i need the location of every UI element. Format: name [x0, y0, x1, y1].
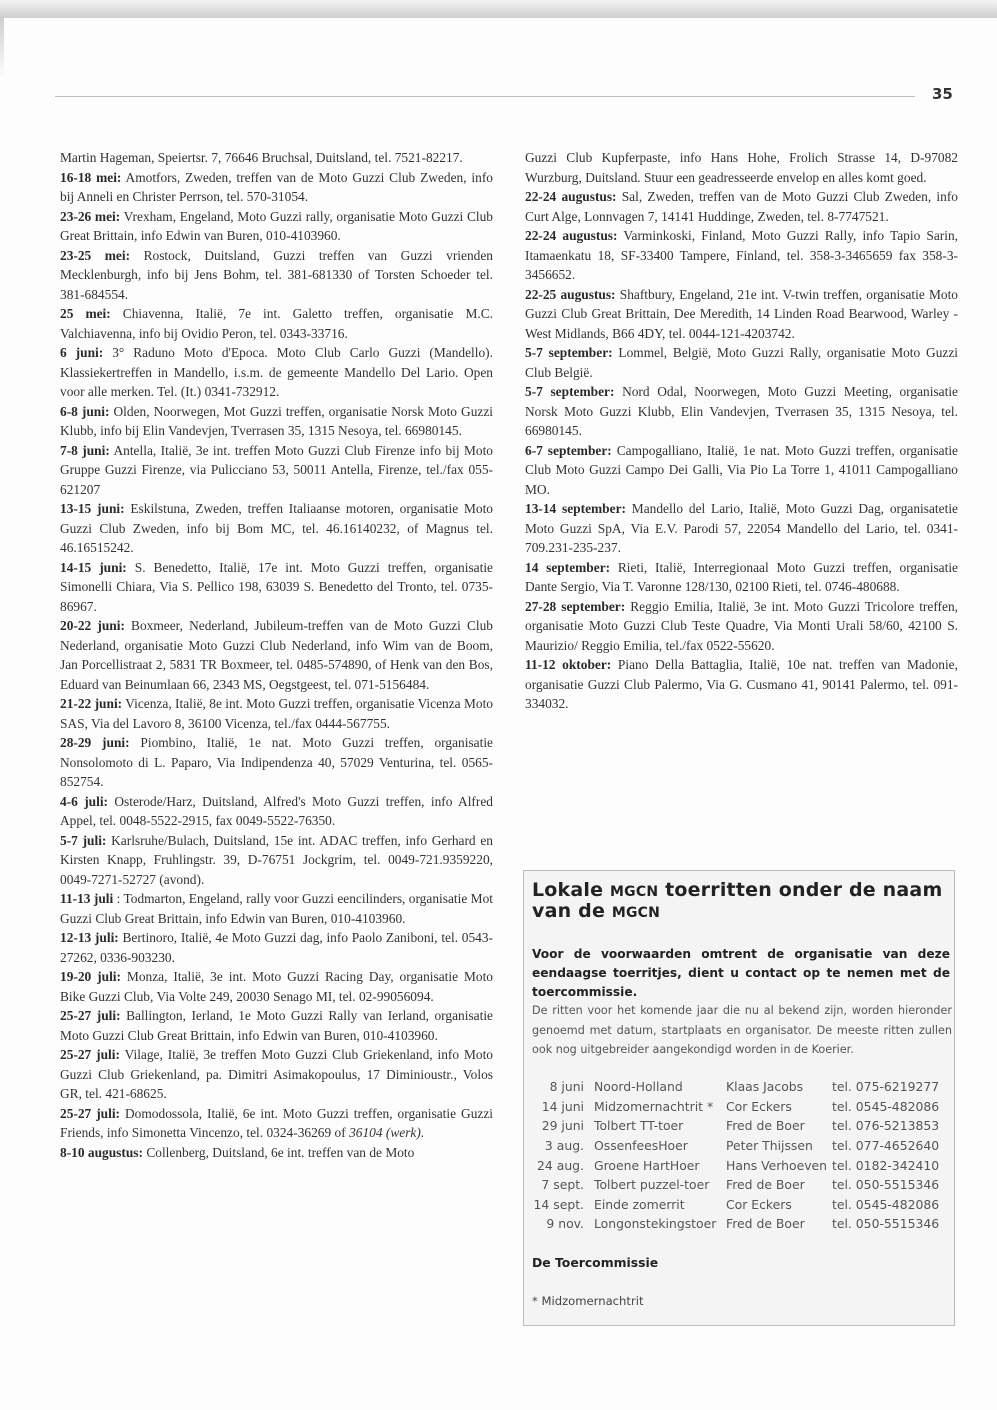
- ride-row: [532, 1175, 952, 1195]
- event-text: Chiavenna, Italië, 7e int. Galetto treffen, organisatie M.C. Valchiavenna, info bij Ovidio Peron, tel. 0343-33716.: [60, 306, 493, 341]
- event-entry: [60, 304, 493, 343]
- event-date: 11-12 oktober:: [525, 657, 612, 672]
- event-date: 6-7 september:: [525, 442, 612, 458]
- event-entry: [60, 694, 493, 733]
- ride-date: 29 juni: [541, 1118, 584, 1134]
- ride-phone: tel. 076-5213853: [832, 1118, 940, 1134]
- event-text: Karlsruhe/Bulach, Duitsland, 15e int. ADAC treffen, info Gerhard en Kirsten Knapp, Fruhlingstr. 39, D-76751 Jockgrim, tel. 0049-721.9359220, 0049-7271-52727 (avond).: [60, 832, 493, 887]
- ride-date: 14 sept.: [533, 1196, 584, 1212]
- event-date: 23-25 mei:: [60, 247, 131, 263]
- event-entry: [525, 441, 958, 500]
- event-date: 6-8 juni:: [60, 403, 110, 419]
- event-date: 14 september:: [525, 559, 611, 575]
- event-entry: [60, 441, 493, 500]
- event-text: Nord Odal, Noorwegen, Moto Guzzi Meeting, organisatie Norsk Moto Guzzi Klubb, Elin Vandevjen, Tverrasen 35, 1315 Nesoya, tel. 66980145.: [525, 384, 958, 438]
- ride-date: 14 juni: [541, 1098, 584, 1114]
- left-column: [60, 148, 493, 1162]
- ride-organizer: Hans Verhoeven: [726, 1157, 828, 1173]
- ride-place: Einde zomerrit: [594, 1196, 685, 1212]
- scan-edge-top: [0, 0, 997, 18]
- event-entry: [60, 733, 493, 792]
- event-entry: [525, 343, 958, 382]
- event-date: 5-7 september:: [525, 384, 615, 399]
- ride-organizer: Klaas Jacobs: [726, 1079, 804, 1095]
- ride-phone: tel. 0545-482086: [832, 1196, 940, 1212]
- header-rule: [55, 96, 915, 97]
- event-text: S. Benedetto, Italië, 17e int. Moto Guzzi treffen, organisatie Simonelli Chiara, Via S. Pellico 198, 63039 S. Benedetto del Tronto, tel. 0735-86967.: [60, 559, 493, 614]
- ride-phone: tel. 0545-482086: [832, 1098, 940, 1114]
- event-text: Piano Della Battaglia, Italië, 10e nat. treffen van Madonie, organisatie Guzzi Club Palermo, Via G. Cusmano 41, 90141 Palermo, tel. 091-334032.: [525, 657, 958, 711]
- event-text: Osterode/Harz, Duitsland, Alfred's Moto Guzzi treffen, info Alfred Appel, tel. 0048-5522-2915, fax 0049-5522-76350.: [60, 793, 493, 828]
- signature: De Toercommissie: [532, 1255, 659, 1270]
- box-intro: De ritten voor het komende jaar die nu al bekend zijn, worden hieronder genoemd met datum, startplaats en organisator. De meeste ritten zullen ook nog uitgebreider aangekondigd worden in de Koerier.: [532, 1004, 952, 1056]
- event-date: 12-13 juli:: [60, 930, 119, 945]
- scan-edge-left: [0, 18, 4, 78]
- event-date: 16-18 mei:: [60, 169, 122, 185]
- footnote: * Midzomernachtrit: [532, 1294, 644, 1308]
- event-entry: [60, 168, 493, 207]
- rides-table: [532, 1077, 952, 1234]
- event-date: 23-26 mei:: [60, 208, 121, 224]
- event-date: 22-24 augustus:: [525, 228, 618, 243]
- event-text: Mandello del Lario, Italië, Moto Guzzi Dag, organisatetie Moto Guzzi SpA, Via E.V. Parodi 57, 22054 Mandello del Lario, tel. 0341-709.231-235-237.: [525, 501, 958, 555]
- event-text: Boxmeer, Nederland, Jubileum-treffen van de Moto Guzzi Club Nederland, organisatie Moto Guzzi Club Nederland, info Wim van de Boom, Jan Porcellistraat 2, 5831 TR Boxmeer, tel. 0485-574890, of Henk van den Bos, Eduard van Beinumlaan 66, 2343 MS, Oegstgeest, tel. 071-5156484.: [60, 618, 493, 692]
- event-date: 21-22 juni:: [60, 696, 123, 711]
- ride-row: [532, 1116, 952, 1136]
- event-entry: [60, 831, 493, 890]
- ride-row: [532, 1097, 952, 1117]
- event-date: 19-20 juli:: [60, 969, 121, 984]
- event-date: 14-15 juni:: [60, 559, 127, 575]
- event-text: Rostock, Duitsland, Guzzi treffen van Guzzi vrienden Mecklenburgh, info bij Jens Bohm, tel. 381-681330 of Torsten Schoeder tel. 381-684554.: [60, 247, 493, 302]
- event-date: 4-6 juli:: [60, 793, 108, 809]
- event-entry: [525, 187, 958, 226]
- right-column: [525, 148, 958, 714]
- event-date: 6 juni:: [60, 345, 104, 360]
- ride-date: 9 nov.: [546, 1216, 584, 1232]
- event-text: Sal, Zweden, treffen van de Moto Guzzi Club Zweden, info Curt Alge, Lonnvagen 7, 14141 Huddinge, Zweden, tel. 8-7747521.: [525, 189, 958, 224]
- ride-place: Tolbert puzzel-toer: [594, 1177, 710, 1193]
- event-entry: [60, 792, 493, 831]
- event-date: 28-29 juni:: [60, 735, 130, 750]
- ride-place: Tolbert TT-toer: [594, 1118, 684, 1134]
- event-entry: [60, 343, 493, 402]
- event-date: 5-7 september:: [525, 345, 613, 360]
- event-text: Monza, Italië, 3e int. Moto Guzzi Racing Day, organisatie Moto Bike Guzzi Club, Via Volte 249, 20030 Senago MI, tel. 02-99056094.: [60, 969, 493, 1004]
- event-date: 7-8 juni:: [60, 442, 110, 458]
- ride-date: 3 aug.: [544, 1138, 584, 1154]
- event-date: 11-13 juli: [60, 891, 114, 906]
- ride-date: 7 sept.: [541, 1177, 584, 1193]
- event-date: 25-27 juli:: [60, 1008, 121, 1023]
- event-text: Eskilstuna, Zweden, treffen Italiaanse motoren, organisatie Moto Guzzi Club Zweden, info bij Bom MC, tel. 46.16140232, of Magnus tel. 46.16515242.: [60, 501, 493, 555]
- event-date: 13-15 juni:: [60, 501, 125, 516]
- event-entry: [60, 402, 493, 441]
- event-entry: [60, 246, 493, 305]
- event-entry: [60, 1104, 493, 1143]
- event-date: 25-27 juli:: [60, 1047, 120, 1062]
- event-date: 22-24 augustus:: [525, 189, 617, 204]
- event-text: Shaftbury, Engeland, 21e int. V-twin treffen, organisatie Moto Guzzi Club Great Brittain, Dee Meredith, 14 Linden Road Bearwood, Warley - West Midlands, B66 4DY, tel. 0044-121-4203742.: [525, 286, 958, 341]
- event-text: Domodossola, Italië, 6e int. Moto Guzzi treffen, organisatie Guzzi Friends, info Simonetta Vincenzo, tel. 0324-36269 of: [60, 1105, 493, 1140]
- ride-organizer: Cor Eckers: [726, 1196, 792, 1212]
- event-text: Bertinoro, Italië, 4e Moto Guzzi dag, info Paolo Zaniboni, tel. 0543-27262, 0336-903230.: [60, 930, 493, 965]
- event-entry: [60, 1045, 493, 1104]
- event-date: 27-28 september:: [525, 598, 626, 614]
- ride-place: Noord-Holland: [594, 1079, 683, 1095]
- event-date: 25 mei:: [60, 306, 111, 321]
- ride-phone: tel. 075-6219277: [832, 1079, 940, 1095]
- event-text: Campogalliano, Italië, 1e nat. Moto Guzzi treffen, organisatie Club Moto Guzzi Campo Dei Galli, Via Pio La Torre 1, 41011 Campogalliano MO.: [525, 442, 959, 497]
- event-date: 22-25 augustus:: [525, 286, 616, 302]
- event-text: Guzzi Club Kupferpaste, info Hans Hohe, Frolich Strasse 14, D-97082 Wurzburg, Duitsland. Stuur een geadresseerde envelop en alles komt goed.: [525, 150, 958, 185]
- event-entry: [60, 616, 493, 694]
- ride-phone: tel. 050-5515346: [832, 1216, 940, 1232]
- event-entry: [60, 558, 493, 617]
- event-text: Rieti, Italië, Interregionaal Moto Guzzi treffen, organisatie Dante Sergio, Via T. Varonne 128/130, 02100 Rieti, tel. 0746-480688.: [525, 559, 958, 594]
- event-text: : Todmarton, Engeland, rally voor Guzzi eencilinders, organisatie Mot Guzzi Club Great Brittain, info Edwin van Buren, 010-4103960.: [60, 891, 493, 926]
- event-entry: [525, 382, 958, 441]
- event-entry: [525, 226, 958, 285]
- event-text: Piombino, Italië, 1e nat. Moto Guzzi treffen, organisatie Nonsolomoto di L. Paparo, Via Indipendenza 40, 57029 Venturina, tel. 0565-852754.: [60, 735, 493, 789]
- event-entry: [60, 928, 493, 967]
- event-entry: [60, 148, 493, 168]
- event-text: Varminkoski, Finland, Moto Guzzi Rally, info Tapio Sarin, Itamaenkatu 18, SF-33400 Tampere, Finland, tel. 358-3-3465659 fax 358-3-3456652.: [525, 228, 959, 282]
- event-text: Olden, Noorwegen, Mot Guzzi treffen, organisatie Norsk Moto Guzzi Klubb, info bij Elin Vandevjen, Tverrasen 35, 1315 Nesoya, tel. 66980145.: [60, 403, 493, 438]
- event-entry: [525, 558, 958, 597]
- ride-organizer: Peter Thijssen: [726, 1138, 813, 1154]
- event-text: Collenberg, Duitsland, 6e int. treffen van de Moto: [146, 1144, 415, 1160]
- ride-row: [532, 1077, 952, 1097]
- ride-organizer: Fred de Boer: [726, 1118, 805, 1134]
- ride-date: 24 aug.: [537, 1157, 584, 1173]
- box-title: Lokale MGCN toerritten onder de naam van de MGCN: [532, 879, 943, 922]
- event-entry: [60, 1143, 493, 1163]
- ride-date: 8 juni: [549, 1079, 584, 1095]
- event-text: Martin Hageman, Speiertsr. 7, 76646 Bruchsal, Duitsland, tel. 7521-82217.: [60, 150, 463, 165]
- ride-place: Midzomernachtrit *: [594, 1098, 714, 1114]
- event-text: Amotfors, Zweden, treffen van de Moto Guzzi Club Zweden, info bij Anneli en Christer Perrson, tel. 570-31054.: [60, 169, 493, 204]
- ride-organizer: Cor Eckers: [726, 1098, 792, 1114]
- event-text-italic: 36104 (werk).: [349, 1125, 425, 1140]
- event-text: Reggio Emilia, Italië, 3e int. Moto Guzzi Tricolore treffen, organisatie Moto Guzzi Club Teste Quadre, Via Monti Urali 58/60, 42100 S. Maurizio/ Reggio Emilia, tel./fax 0522-55620.: [525, 598, 958, 653]
- event-text: Antella, Italië, 3e int. treffen Moto Guzzi Club Firenze info bij Moto Gruppe Guzzi Firenze, via Pulicciano 53, 50011 Antella, Firenze, tel./fax 055-621207: [60, 442, 493, 497]
- local-rides-box: [523, 870, 955, 1326]
- box-intro-bold: Voor de voorwaarden omtrent de organisatie van deze eendaagse toerritjes, dient u contact op te nemen met de toercommissie.: [532, 947, 950, 999]
- event-date: 8-10 augustus:: [60, 1144, 143, 1160]
- event-text: Vrexham, Engeland, Moto Guzzi rally, organisatie Moto Guzzi Club Great Brittain, info Edwin van Buren, 010-4103960.: [60, 208, 494, 243]
- ride-row: [532, 1214, 952, 1234]
- ride-place: OssenfeesHoer: [594, 1138, 688, 1154]
- ride-place: Longonstekingstoer: [594, 1216, 717, 1232]
- event-text: Vicenza, Italië, 8e int. Moto Guzzi treffen, organisatie Vicenza Moto SAS, Via del Lavoro 8, 36100 Vicenza, tel./fax 0444-567755.: [60, 696, 494, 731]
- event-text: Lommel, België, Moto Guzzi Rally, organisatie Moto Guzzi Club België.: [525, 345, 958, 380]
- event-text: 3° Raduno Moto d'Epoca. Moto Club Carlo Guzzi (Mandello). Klassiekertreffen in Mandello, i.s.m. de gemeente Mandello Del Lario. Open voor alle merken. Tel. (It.) 0341-732912.: [60, 345, 493, 399]
- event-entry: [525, 655, 958, 714]
- ride-place: Groene HartHoer: [594, 1157, 700, 1173]
- ride-organizer: Fred de Boer: [726, 1216, 805, 1232]
- event-date: 25-27 juli:: [60, 1105, 121, 1121]
- ride-row: [532, 1155, 952, 1175]
- ride-row: [532, 1195, 952, 1215]
- event-entry: [60, 499, 493, 558]
- event-entry: [525, 499, 958, 558]
- ride-phone: tel. 077-4652640: [832, 1138, 940, 1154]
- ride-phone: tel. 0182-342410: [832, 1157, 940, 1173]
- event-date: 13-14 september:: [525, 501, 626, 516]
- event-entry: [60, 889, 493, 928]
- ride-row: [532, 1136, 952, 1156]
- event-entry: [60, 207, 493, 246]
- event-entry: [525, 285, 958, 344]
- page-number: 35: [932, 85, 953, 103]
- event-date: 5-7 juli:: [60, 832, 107, 848]
- event-text: Vilage, Italië, 3e treffen Moto Guzzi Club Griekenland, info Moto Guzzi Club Griekenland, pa. Dimitri Asimakopoulus, 17 Diminioustr., Volos GR, tel. 421-68625.: [60, 1047, 493, 1101]
- event-entry: [60, 1006, 493, 1045]
- ride-organizer: Fred de Boer: [726, 1177, 805, 1193]
- event-entry: [60, 967, 493, 1006]
- event-date: 20-22 juni:: [60, 618, 125, 633]
- ride-phone: tel. 050-5515346: [832, 1177, 940, 1193]
- event-text: Ballington, Ierland, 1e Moto Guzzi Rally van Ierland, organisatie Moto Guzzi Club Great Brittain, info Edwin van Buren, 010-4103960.: [60, 1008, 493, 1043]
- event-entry: [525, 597, 958, 656]
- event-entry: [525, 148, 958, 187]
